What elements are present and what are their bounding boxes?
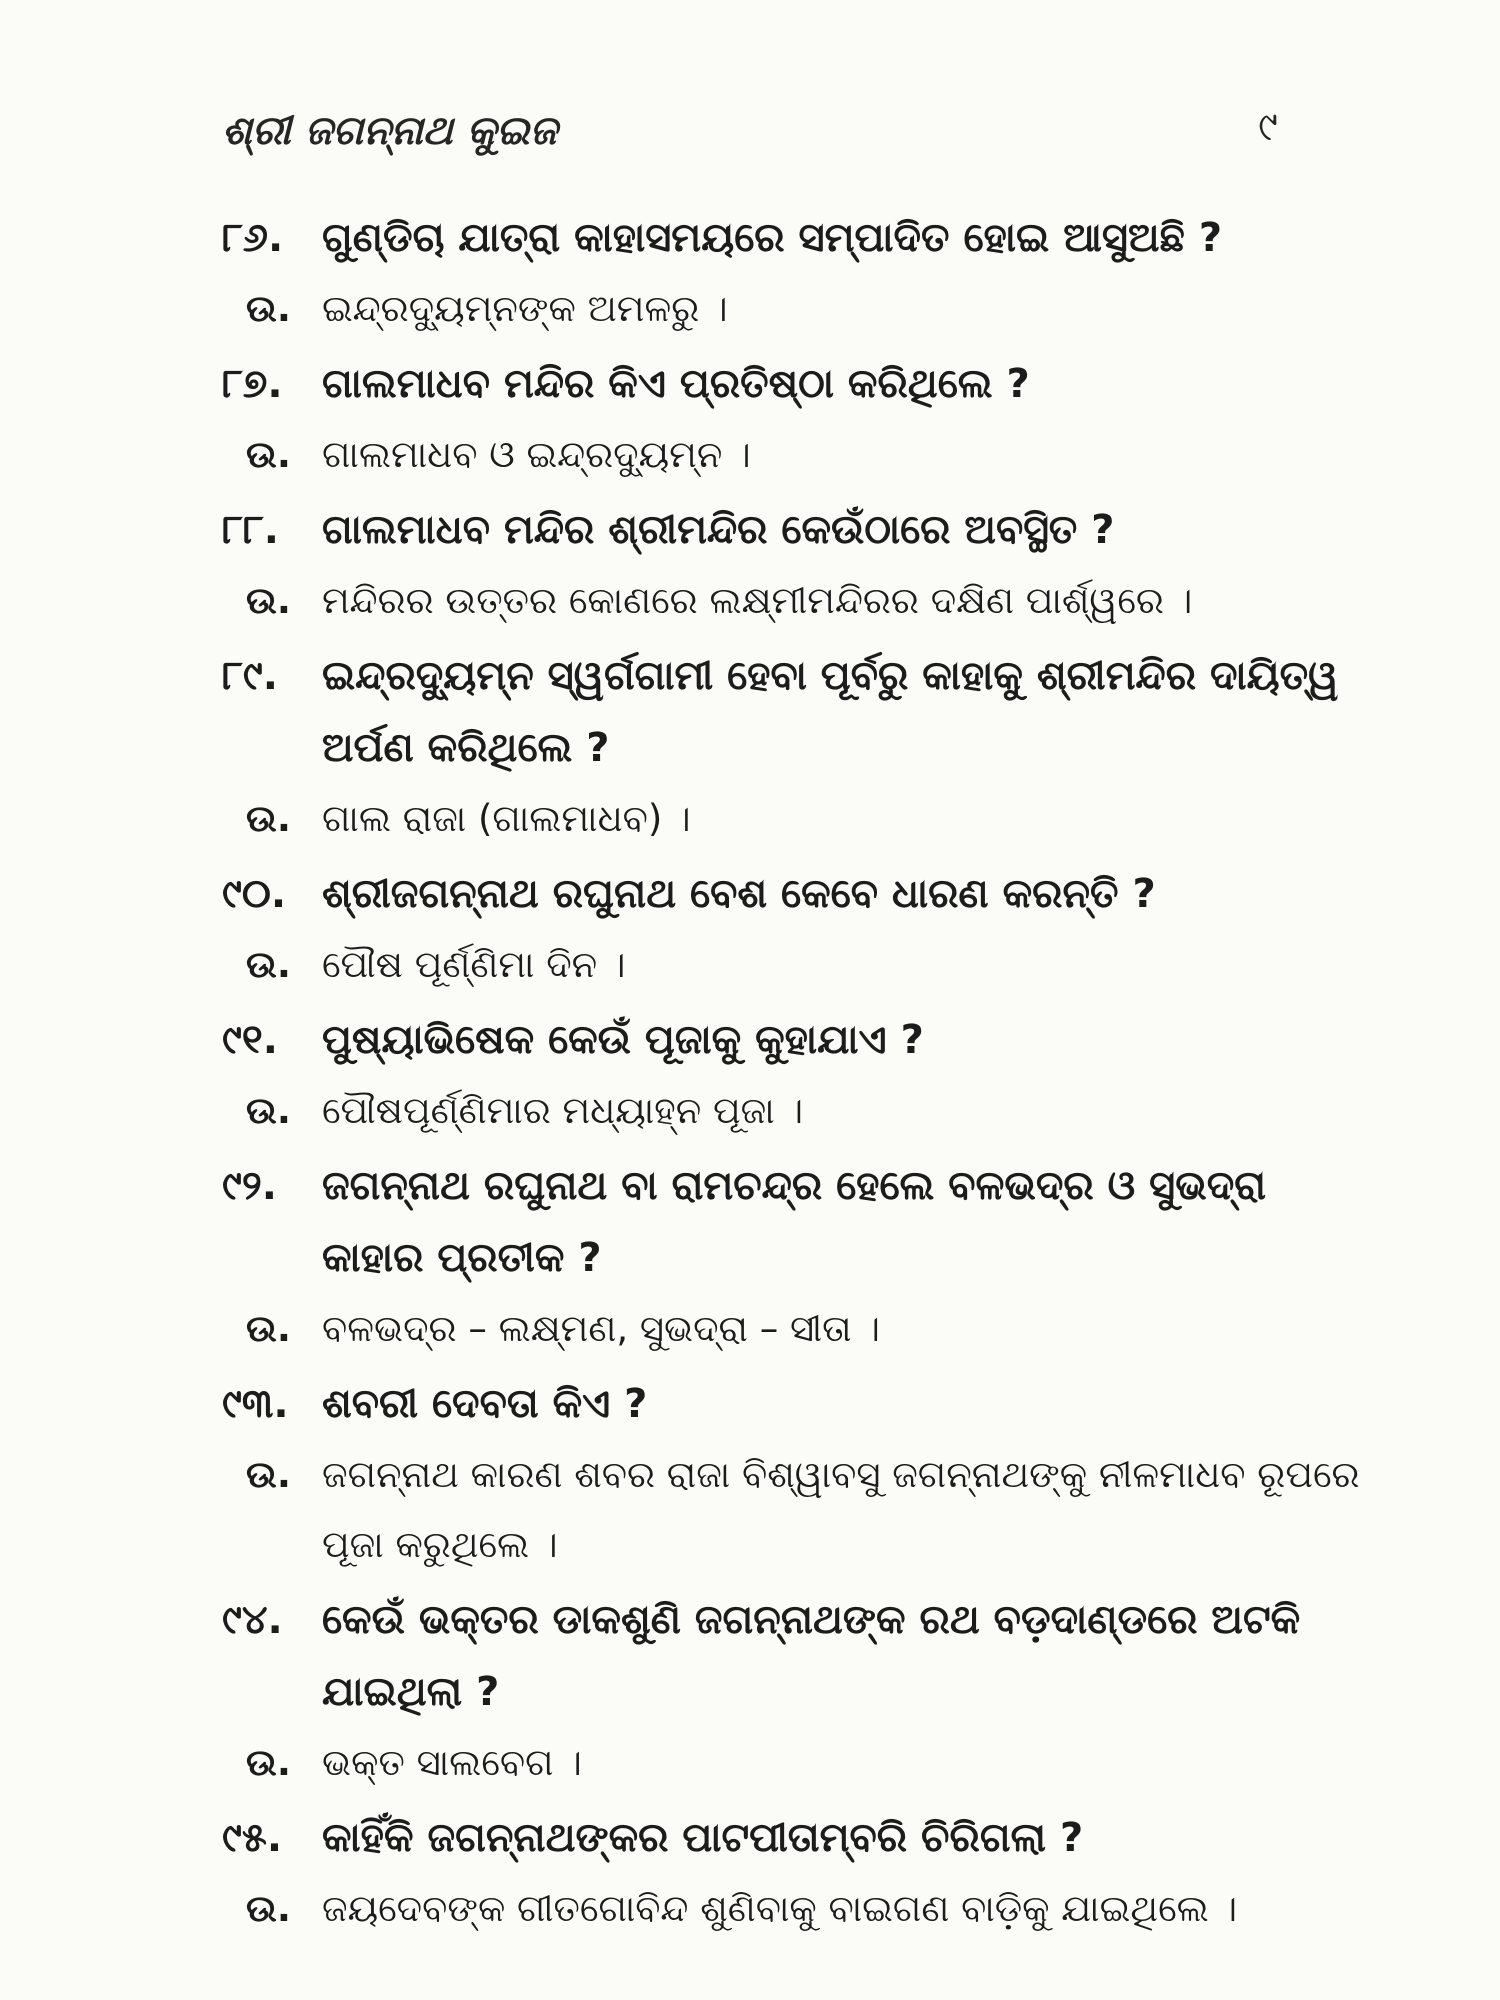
question-text: କାହିଁକି ଜଗନ୍ନାଥଙ୍କର ପାଟପୀତାମ୍ବରି ଚିରିଗଲା ? — [322, 1815, 1084, 1861]
answer-item — [222, 1294, 1362, 1364]
question-item — [222, 1368, 1362, 1440]
answer-label: ଉ. — [246, 1089, 291, 1132]
running-title: ଶ୍ରୀ ଜଗନ୍ନାଥ କୁଇଜ — [222, 108, 558, 154]
question-item — [222, 858, 1362, 930]
question-text: ଗୁଣ୍ଡିଚା ଯାତ୍ରା କାହାସମୟରେ ସମ୍ପାଦିତ ହୋଇ ଆସୁଅଛି ? — [322, 215, 1223, 261]
answer-text: ଜଗନ୍ନାଥ କାରଣ ଶବର ରାଜା ବିଶ୍ୱାବସୁ ଜଗନ୍ନାଥଙ୍କୁ ନୀଳମାଧବ ରୂପରେ ପୂଜା କରୁଥିଲେ । — [322, 1453, 1360, 1566]
answer-text: ଜୟଦେବଙ୍କ ଗୀତଗୋବିନ୍ଦ ଶୁଣିବାକୁ ବାଇଗଣ ବାଡ଼ିକୁ ଯାଇଥିଲେ । — [322, 1887, 1238, 1930]
question-item — [222, 1150, 1362, 1294]
answer-text: ଭକ୍ତ ସାଲବେଗ । — [322, 1741, 582, 1784]
question-number: ୯୪. — [222, 1597, 283, 1643]
answer-label: ଉ. — [246, 579, 291, 622]
answer-item — [222, 1440, 1362, 1580]
question-number: ୯୨. — [222, 1163, 277, 1209]
answer-label: ଉ. — [246, 1453, 291, 1496]
question-item — [222, 1802, 1362, 1874]
question-answer-list — [222, 198, 1362, 1946]
answer-label: ଉ. — [246, 943, 291, 986]
question-text: ଜଗନ୍ନାଥ ରଘୁନାଥ ବା ରାମଚନ୍ଦ୍ର ହେଲେ ବଳଭଦ୍ର ଓ ସୁଭଦ୍ରା କାହାର ପ୍ରତୀକ ? — [322, 1163, 1267, 1281]
question-number: ୮୯. — [222, 653, 278, 699]
answer-label: ଉ. — [246, 1887, 291, 1930]
question-text: ଗାଲମାଧବ ମନ୍ଦିର କିଏ ପ୍ରତିଷ୍ଠା କରିଥିଲେ ? — [322, 361, 1030, 407]
question-text: ଇନ୍ଦ୍ରଦ୍ୟୁମ୍ନ ସ୍ୱର୍ଗଗାମୀ ହେବା ପୂର୍ବରୁ କାହାକୁ ଶ୍ରୀମନ୍ଦିର ଦାୟିତ୍ୱ ଅର୍ପଣ କରିଥିଲେ ? — [322, 653, 1339, 771]
answer-label: ଉ. — [246, 287, 291, 330]
answer-item — [222, 1728, 1362, 1798]
question-text: ପୁଷ୍ୟାଭିଷେକ କେଉଁ ପୂଜାକୁ କୁହାଯାଏ ? — [322, 1017, 924, 1063]
answer-text: ମନ୍ଦିରର ଉତ୍ତର କୋଣରେ ଲକ୍ଷ୍ମୀମନ୍ଦିରର ଦକ୍ଷିଣ ପାର୍ଶ୍ୱରେ । — [322, 579, 1193, 622]
question-number: ୮୭. — [222, 361, 283, 407]
question-item — [222, 494, 1362, 566]
answer-text: ପୌଷ ପୂର୍ଣ୍ଣିମା ଦିନ । — [322, 943, 626, 986]
answer-label: ଉ. — [246, 1741, 291, 1784]
question-number: ୯୦. — [222, 871, 287, 917]
question-number: ୮୮. — [222, 507, 279, 553]
answer-text: ପୌଷପୂର୍ଣ୍ଣିମାର ମଧ୍ୟାହ୍ନ ପୂଜା । — [322, 1089, 804, 1132]
answer-label: ଉ. — [246, 433, 291, 476]
answer-text: ଗାଲମାଧବ ଓ ଇନ୍ଦ୍ରଦ୍ୟୁମ୍ନ । — [322, 433, 751, 476]
answer-label: ଉ. — [246, 1307, 291, 1350]
page-number: ୯ — [1258, 104, 1278, 150]
question-text: କେଉଁ ଭକ୍ତର ଡାକଶୁଣି ଜଗନ୍ନାଥଙ୍କ ରଥ ବଡ଼ଦାଣ୍ଡରେ ଅଟକି ଯାଇଥିଲା ? — [322, 1597, 1301, 1715]
question-item — [222, 1584, 1362, 1728]
question-text: ଶବରୀ ଦେବତା କିଏ ? — [322, 1381, 648, 1427]
answer-item — [222, 930, 1362, 1000]
question-number: ୯୧. — [222, 1017, 278, 1063]
question-number: ୯୫. — [222, 1815, 283, 1861]
answer-item — [222, 784, 1362, 854]
question-number: ୯୩. — [222, 1381, 289, 1427]
question-item — [222, 1004, 1362, 1076]
question-text: ଗାଲମାଧବ ମନ୍ଦିର ଶ୍ରୀମନ୍ଦିର କେଉଁଠାରେ ଅବସ୍ଥିତ ? — [322, 507, 1115, 553]
question-item — [222, 202, 1362, 274]
question-text: ଶ୍ରୀଜଗନ୍ନାଥ ରଘୁନାଥ ବେଶ କେବେ ଧାରଣ କରନ୍ତି ? — [322, 871, 1156, 917]
answer-item — [222, 1076, 1362, 1146]
answer-item — [222, 1874, 1362, 1944]
answer-text: ଇନ୍ଦ୍ରଦ୍ୟୁମ୍ନଙ୍କ ଅମଳରୁ । — [322, 287, 728, 330]
answer-item — [222, 420, 1362, 490]
question-item — [222, 348, 1362, 420]
answer-text: ବଳଭଦ୍ର – ଲକ୍ଷ୍ମଣ, ସୁଭଦ୍ରା – ସୀତା । — [322, 1307, 880, 1350]
question-item — [222, 640, 1362, 784]
answer-item — [222, 566, 1362, 636]
question-number: ୮୬. — [222, 215, 284, 261]
answer-label: ଉ. — [246, 797, 291, 840]
answer-item — [222, 274, 1362, 344]
answer-text: ଗାଲ ରାଜା (ଗାଲମାଧବ) । — [322, 797, 691, 840]
